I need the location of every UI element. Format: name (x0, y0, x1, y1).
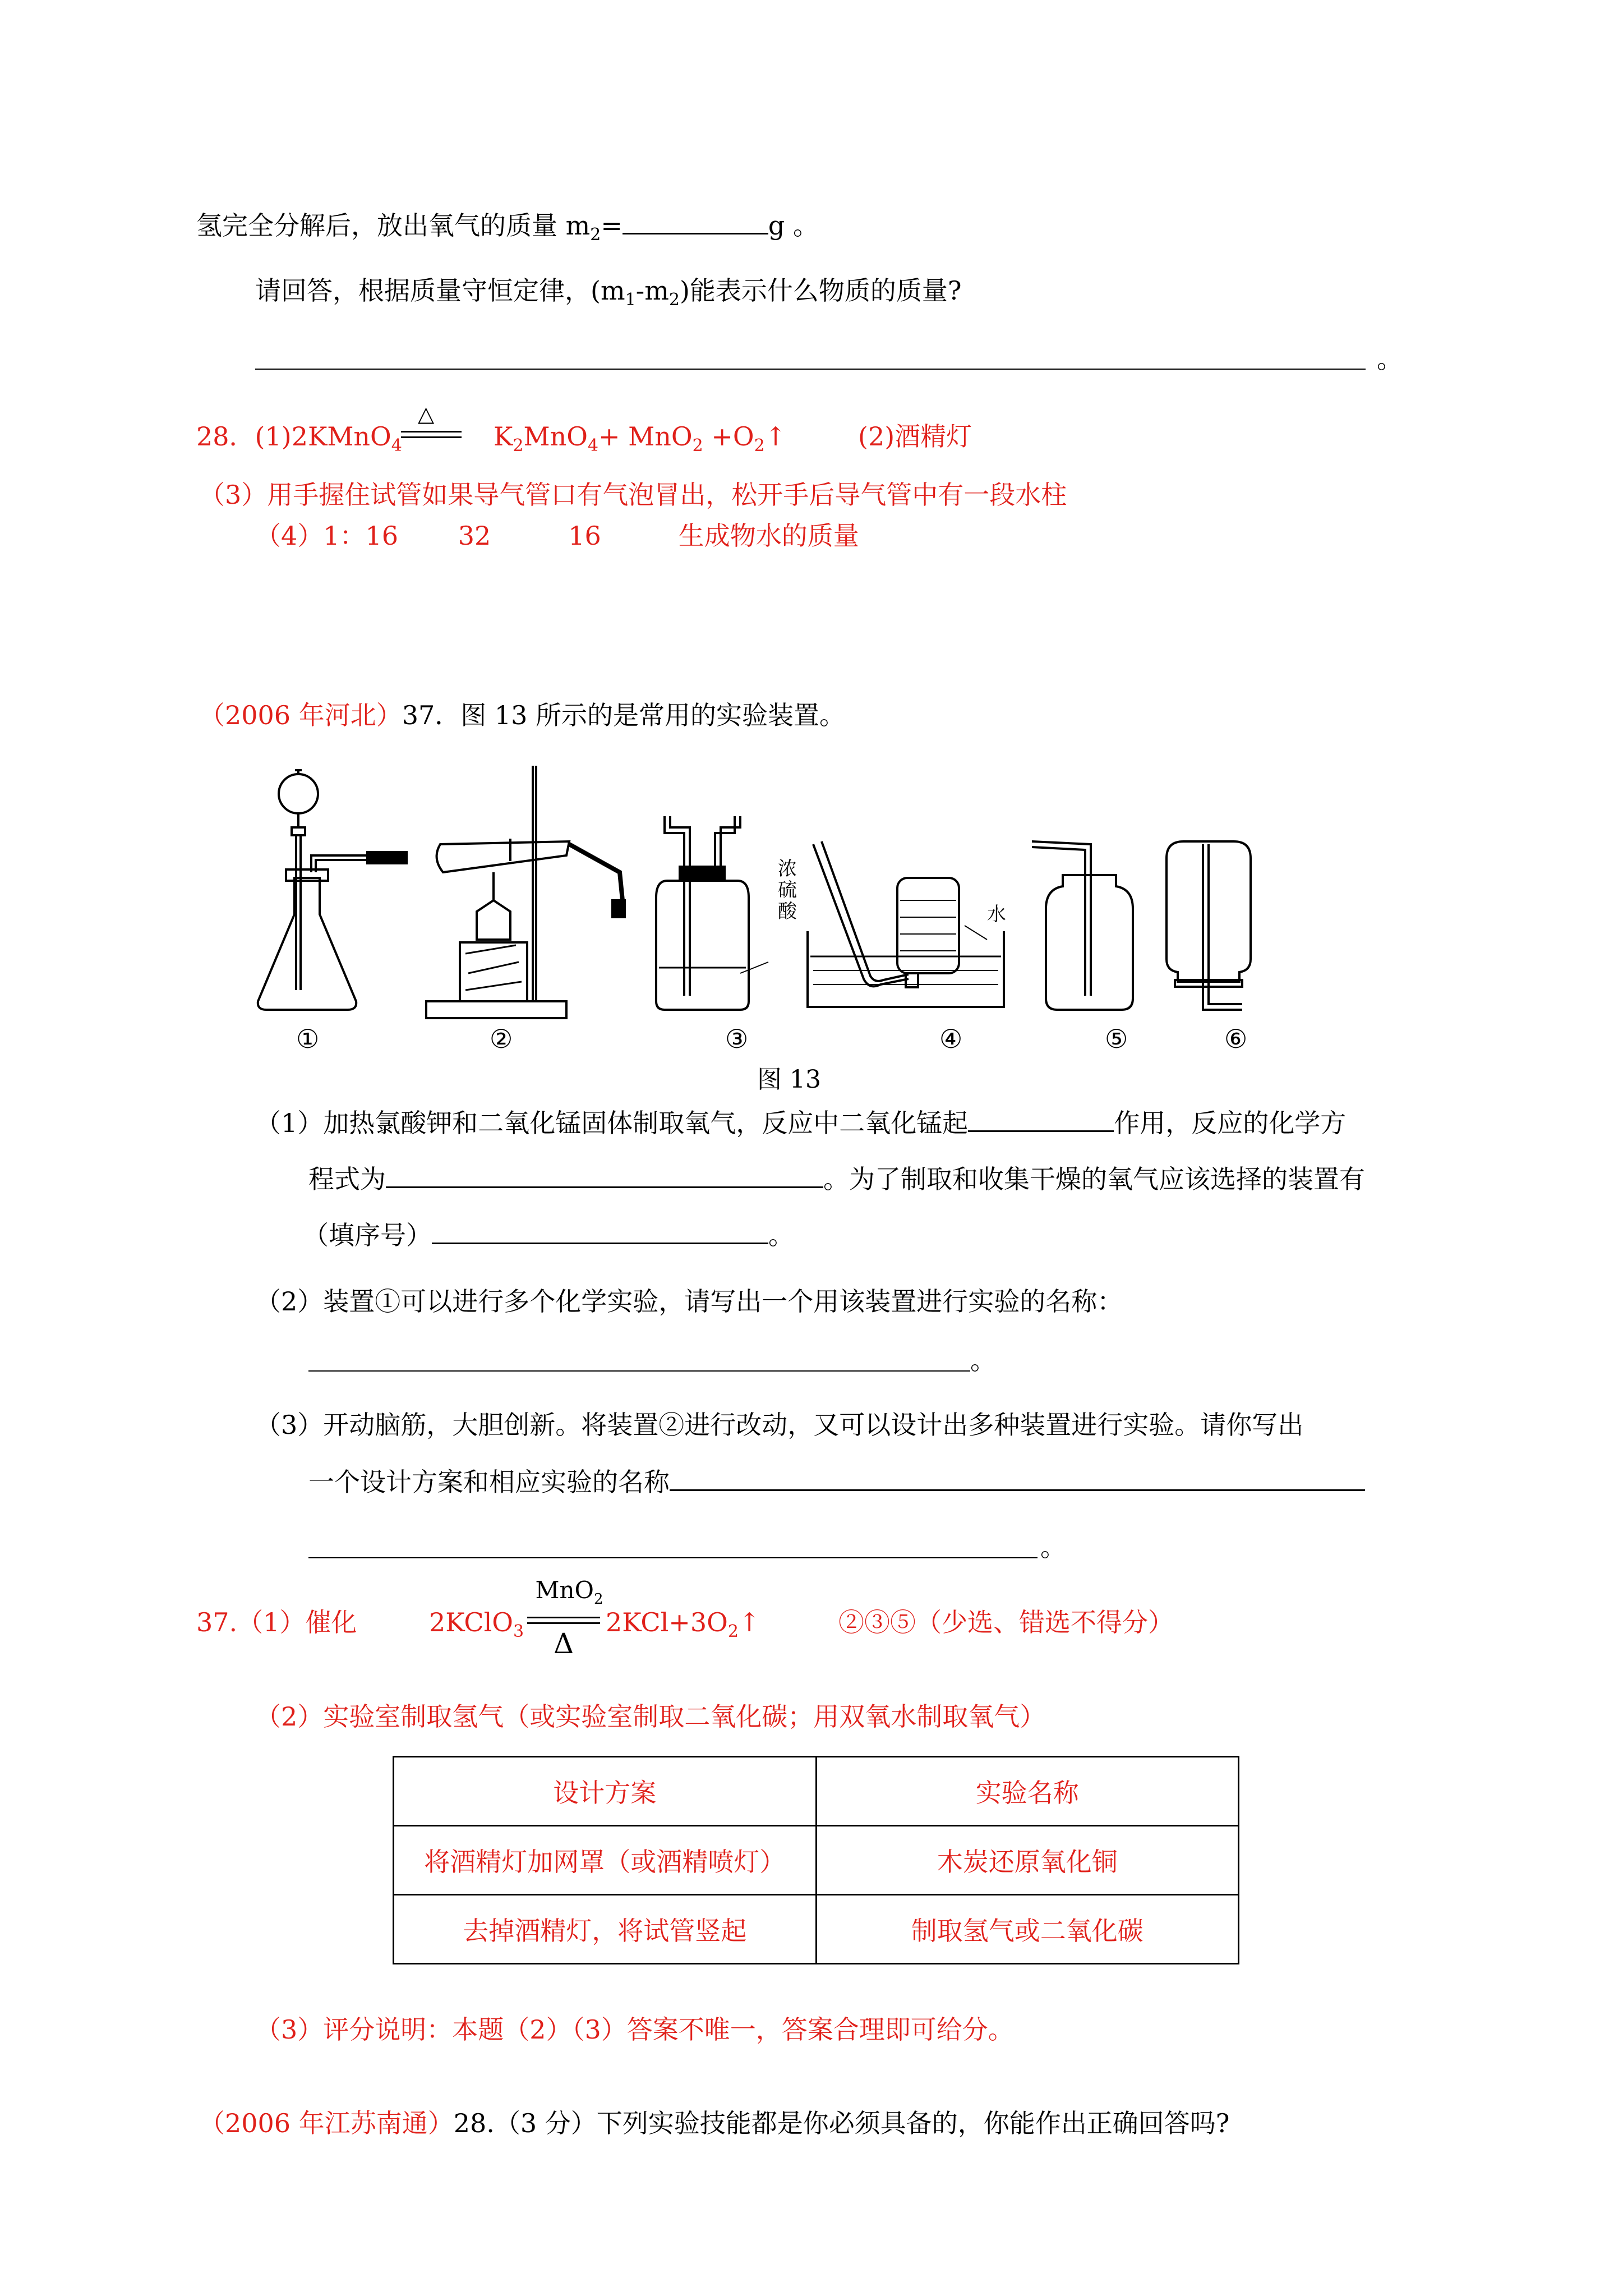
condition-bar-bottom (527, 1622, 600, 1624)
apparatus-4-water-trough (808, 841, 1004, 1007)
answer-28-part2: (2)酒精灯 (858, 421, 972, 452)
answer-blank-equation[interactable] (386, 1186, 823, 1188)
apparatus-1-flask-funnel (258, 770, 407, 1010)
question-37-part3-line1: （3）开动脑筋，大胆创新。将装置②进行改动，又可以设计出多种装置进行实验。请你写出 (255, 1410, 1304, 1440)
apparatus-6-inverted-bottle (1166, 841, 1251, 1010)
figure-caption: 图 13 (757, 1065, 821, 1094)
question-37-part2: （2）装置①可以进行多个化学实验，请写出一个用该装置进行实验的名称： (255, 1286, 1123, 1317)
heat-delta-label: Δ (553, 1627, 574, 1660)
figure-13-apparatus (247, 760, 1290, 1063)
table-cell: 将酒精灯加网罩（或酒精喷灯） (394, 1826, 817, 1895)
answer-37-part2: （2）实验室制取氢气（或实验室制取二氧化碳；用双氧水制取氧气） (255, 1701, 1046, 1732)
apparatus-label-6: ⑥ (1224, 1024, 1248, 1054)
answer-37-equation-left: 2KClO$_3$ (429, 1607, 524, 1641)
answer-37-part1: 37.（1）催化 (196, 1607, 357, 1637)
table-header-cell: 实验名称 (816, 1757, 1239, 1826)
answer-table (393, 1756, 1239, 1964)
apparatus-label-5: ⑤ (1105, 1024, 1128, 1054)
label-water: 水 (987, 903, 1006, 926)
question-source-nantong: （2006 年江苏南通） (199, 2108, 454, 2138)
apparatus-5-bottle (1032, 841, 1133, 1010)
answer-blank-part3-b[interactable] (308, 1557, 1038, 1558)
table-cell: 去掉酒精灯，将试管竖起 (394, 1895, 817, 1964)
equation-condition (524, 1576, 608, 1666)
apparatus-label-2: ② (490, 1024, 513, 1054)
apparatus-label-3: ③ (725, 1024, 749, 1054)
heat-condition (401, 402, 463, 444)
answer-blank-part2[interactable] (308, 1370, 970, 1372)
answer-37-part3-note: （3）评分说明：本题（2）（3）答案不唯一，答案合理即可给分。 (255, 2014, 1014, 2045)
answer-blank-line[interactable] (255, 369, 1366, 370)
apparatus-3-wash-bottle (656, 816, 768, 1010)
answer-37-choice: ②③⑤（少选、错选不得分） (838, 1607, 1174, 1637)
answer-28-part4: （4）1：16 32 16 生成物水的质量 (255, 521, 859, 551)
label-conc-sulfuric-acid-1: 浓 硫 酸 (247, 760, 249, 761)
table-cell: 制取氢气或二氧化碳 (816, 1895, 1239, 1964)
question-37-intro: （2006 年河北）37．图 13 所示的是常用的实验装置。 (199, 700, 846, 730)
answer-28-line1: 28．(1)2KMnO$_4$ (196, 421, 402, 455)
condition-bar-top (527, 1617, 600, 1618)
question-line-mass-conservation: 请回答，根据质量守恒定律，$(m_1-m_2)$能表示什么物质的质量? (255, 275, 962, 310)
table-row (394, 1826, 1239, 1895)
catalyst-label: MnO$_2$ (535, 1576, 603, 1608)
table-header-cell: 设计方案 (394, 1757, 817, 1826)
equals-bar-bottom (401, 436, 462, 438)
apparatus-label-4: ④ (939, 1024, 963, 1054)
answer-28-products: $K_2MnO_4+ MnO_2$ $+O_2↑$ (494, 421, 787, 455)
answer-37-equation-right: $2KCl+3O_2↑$ (606, 1607, 760, 1641)
answer-line-end: 。 (1377, 344, 1403, 374)
question-37-part1-line2: 程式为 。为了制取和收集干燥的氧气应该选择的装置有 (308, 1164, 1365, 1194)
question-source: （2006 年河北） (199, 700, 402, 730)
answer-blank-part3-a[interactable] (670, 1489, 1365, 1491)
apparatus-2-test-tube-stand (426, 766, 625, 1018)
answer-blank-m2[interactable] (623, 233, 768, 234)
table-cell: 木炭还原氧化铜 (816, 1826, 1239, 1895)
table-header-row (394, 1757, 1239, 1826)
answer-blank-apparatus-choice[interactable] (432, 1243, 768, 1244)
question-37-part1-line3: （填序号） 。 (303, 1220, 794, 1250)
label-conc-sulfuric-acid: 浓 硫 酸 (778, 858, 797, 923)
question-28-nantong: （2006 年江苏南通）28.（3 分）下列实验技能都是你必须具备的，你能作出正确回答吗? (199, 2108, 1230, 2138)
equals-bar-top (401, 431, 462, 432)
question-line-oxygen-mass: 氢完全分解后，放出氧气的质量 $m_2= g$ 。 (196, 210, 819, 245)
answer-28-part3: （3）用手握住试管如果导气管口有气泡冒出，松开手后导气管中有一段水柱 (199, 480, 1067, 510)
answer-blank-catalyst-role[interactable] (968, 1130, 1114, 1132)
question-37-part1-line1: （1）加热氯酸钾和二氧化锰固体制取氧气，反应中二氧化锰起 作用，反应的化学方 (255, 1108, 1347, 1138)
question-37-part2-end: 。 (970, 1345, 996, 1375)
question-37-part3-end: 。 (1040, 1532, 1066, 1562)
apparatus-label-1: ① (296, 1024, 320, 1054)
table-row (394, 1895, 1239, 1964)
delta-symbol: △ (418, 402, 435, 426)
question-37-part3-line2: 一个设计方案和相应实验的名称 (308, 1465, 1365, 1499)
